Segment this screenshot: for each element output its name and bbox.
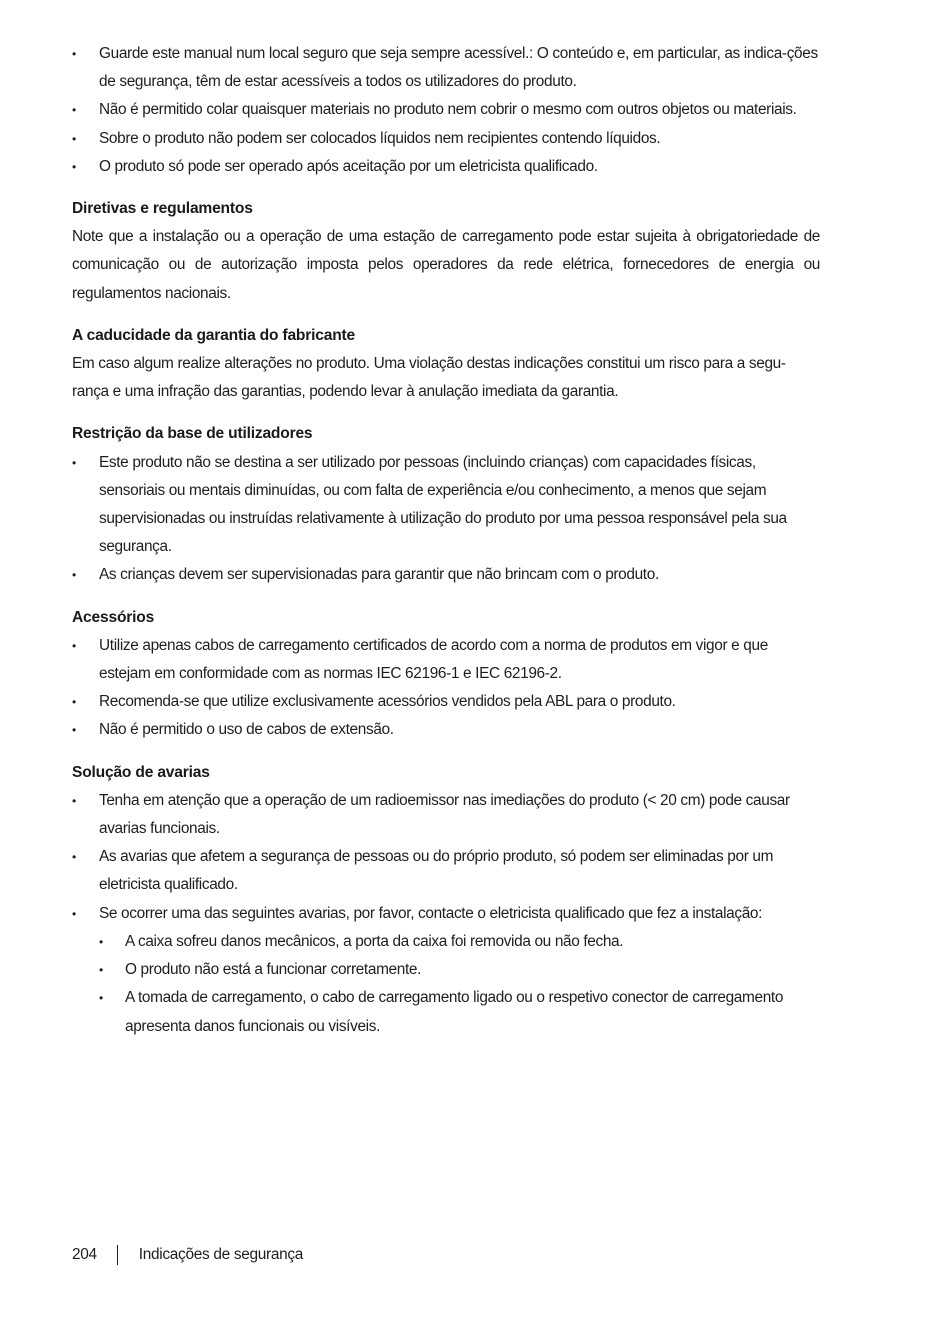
directives-section bbox=[72, 195, 820, 308]
section-paragraph: Em caso algum realize alterações no produto. Uma violação destas indicações constitui um risco para a segu-rança e uma infração das garantias, podendo levar à anulação imediata da garantia. bbox=[72, 355, 786, 401]
page-number: 204 bbox=[72, 1246, 97, 1263]
list-item: • As crianças devem ser supervisionadas para garantir que não brincam com o produto. bbox=[72, 561, 820, 589]
list-item: • Este produto não se destina a ser utilizado por pessoas (incluindo crianças) com capacidades físicas, sensoriais ou mentais diminuídas, ou com falta de experiência e/ou conhecimento, a menos que sejam supervisionadas ou instruídas relativamente à utilização do produto por uma pessoa responsável pela sua segurança. bbox=[72, 449, 820, 562]
user-restriction-section bbox=[72, 420, 820, 589]
list-item: • Não é permitido o uso de cabos de extensão. bbox=[72, 716, 820, 744]
section-paragraph: Note que a instalação ou a operação de uma estação de carregamento pode estar sujeita à obrigatoriedade de comunicação ou de autorização imposta pelos operadores da rede elétrica, fornecedores de energia ou regulamentos nacionais. bbox=[72, 228, 820, 302]
section-heading: Solução de avarias bbox=[72, 763, 210, 781]
section-heading: Acessórios bbox=[72, 608, 155, 626]
sub-list-item: • O produto não está a funcionar corretamente. bbox=[99, 956, 820, 984]
document-page bbox=[72, 40, 820, 1041]
list-item: • Sobre o produto não podem ser colocados líquidos nem recipientes contendo líquidos. bbox=[72, 125, 820, 153]
sub-bullet-list bbox=[99, 928, 820, 1041]
warranty-section bbox=[72, 322, 820, 407]
list-item: • As avarias que afetem a segurança de pessoas ou do próprio produto, só podem ser eliminadas por um eletricista qualificado. bbox=[72, 843, 820, 899]
intro-bullet-list bbox=[72, 40, 820, 181]
footer-section-title: Indicações de segurança bbox=[138, 1246, 304, 1263]
list-item: • Tenha em atenção que a operação de um radioemissor nas imediações do produto (< 20 cm) pode causar avarias funcionais. bbox=[72, 787, 820, 843]
list-item: • O produto só pode ser operado após aceitação por um eletricista qualificado. bbox=[72, 153, 820, 181]
troubleshooting-section bbox=[72, 759, 820, 1041]
accessories-section bbox=[72, 604, 820, 745]
section-heading: A caducidade da garantia do fabricante bbox=[72, 326, 355, 344]
bullet-list bbox=[72, 449, 820, 590]
list-item bbox=[72, 900, 820, 1041]
list-item: • Utilize apenas cabos de carregamento certificados de acordo com a norma de produtos em vigor e que estejam em conformidade com as normas IEC 62196-1 e IEC 62196-2. bbox=[72, 632, 820, 688]
section-heading: Restrição da base de utilizadores bbox=[72, 425, 313, 443]
list-item: • Guarde este manual num local seguro que seja sempre acessível.: O conteúdo e, em particular, as indica-ções de segurança, têm de estar acessíveis a todos os utilizadores do produto. bbox=[72, 40, 820, 96]
section-heading: Diretivas e regulamentos bbox=[72, 200, 253, 218]
footer-divider bbox=[117, 1245, 118, 1265]
bullet-list bbox=[72, 787, 820, 1041]
list-item-text: Se ocorrer uma das seguintes avarias, por favor, contacte o eletricista qualificado que fez a instalação: bbox=[99, 904, 763, 922]
list-item: • Recomenda-se que utilize exclusivamente acessórios vendidos pela ABL para o produto. bbox=[72, 688, 820, 716]
page-footer bbox=[72, 1242, 303, 1268]
list-item: • Não é permitido colar quaisquer materiais no produto nem cobrir o mesmo com outros objetos ou materiais. bbox=[72, 96, 820, 124]
sub-list-item: • A caixa sofreu danos mecânicos, a porta da caixa foi removida ou não fecha. bbox=[99, 928, 820, 956]
bullet-list bbox=[72, 632, 820, 745]
sub-list-item: • A tomada de carregamento, o cabo de carregamento ligado ou o respetivo conector de carregamento apresenta danos funcionais ou visíveis. bbox=[99, 984, 820, 1040]
